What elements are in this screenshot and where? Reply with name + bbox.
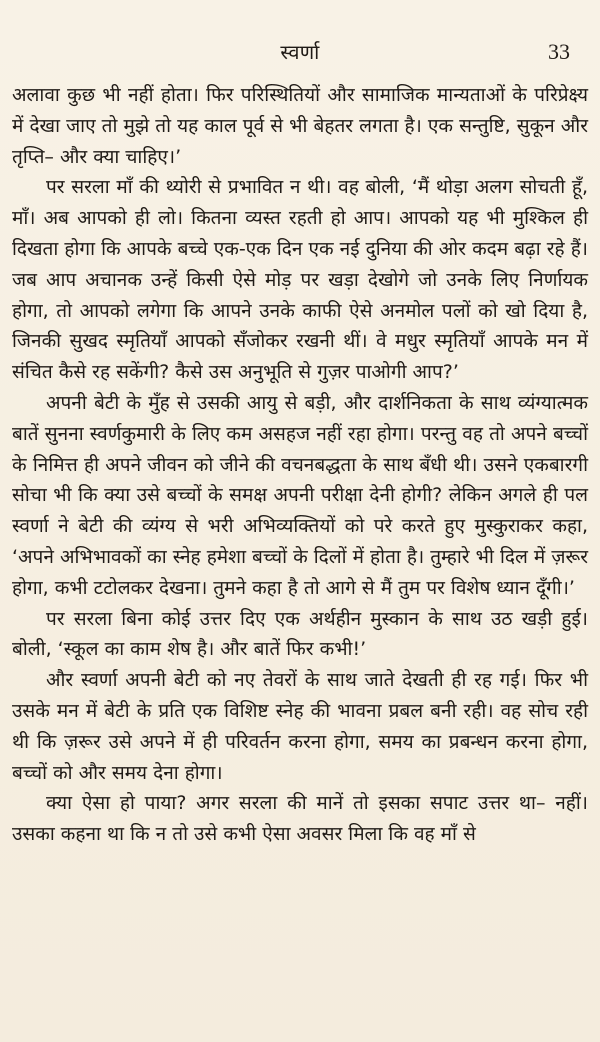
paragraph-6: क्या ऐसा हो पाया? अगर सरला की मानें तो इसका सपाट उत्तर था– नहीं। उसका कहना था कि न तो उसे कभी ऐसा अवसर मिला कि वह माँ से <box>12 792 588 846</box>
page-number: 33 <box>548 39 570 64</box>
body-text <box>12 80 588 850</box>
paragraph-3: अपनी बेटी के मुँह से उसकी आयु से बड़ी, और दार्शनिकता के साथ व्यंग्यात्मक बातें सुनना स्वर्णकुमारी के लिए कम असहज नहीं रहा होगा। परन्तु वह तो अपने बच्चों के निमित्त ही अपने जीवन को जीने की वचनबद्धता के साथ बँधी थी। उसने एकबारगी सोचा भी कि क्या उसे बच्चों के समक्ष अपनी परीक्षा देनी होगी? लेकिन अगले ही पल स्वर्णा ने बेटी की व्यंग्य से भरी अभिव्यक्तियों को परे करते हुए मुस्कुराकर कहा, ‘अपने अभिभावकों का स्नेह हमेशा बच्चों के दिलों में होता है। तुम्हारे भी दिल में ज़रूर होगा, कभी टटोलकर देखना। तुमने कहा है तो आगे से मैं तुम पर विशेष ध्यान दूँगी।’ <box>12 391 588 599</box>
paragraph-2: पर सरला माँ की थ्योरी से प्रभावित न थी। वह बोली, ‘मैं थोड़ा अलग सोचती हूँ, माँ। अब आपको ही लो। कितना व्यस्त रहती हो आप। आपको यह भी मुश्किल ही दिखता होगा कि आपके बच्चे एक-एक दिन एक नई दुनिया की ओर कदम बढ़ा रहे हैं। जब आप अचानक उन्हें किसी ऐसे मोड़ पर खड़ा देखोगे जो उनके लिए निर्णायक होगा, तो आपको लगेगा कि आपने उनके काफी ऐसे अनमोल पलों को खो दिया है, जिनकी सुखद स्मृतियाँ आपको सँजोकर रखनी थीं। वे मधुर स्मृतियाँ आपके मन में संचित कैसे रह सकेंगी? कैसे उस अनुभूति से गुज़र पाओगी आप?’ <box>12 176 588 384</box>
page-header <box>0 40 600 64</box>
paragraph-4: पर सरला बिना कोई उत्तर दिए एक अर्थहीन मुस्कान के साथ उठ खड़ी हुई। बोली, ‘स्कूल का काम शेष है। और बातें फिर कभी!’ <box>12 607 588 661</box>
paragraph-5: और स्वर्णा अपनी बेटी को नए तेवरों के साथ जाते देखती ही रह गई। फिर भी उसके मन में बेटी के प्रति एक विशिष्ट स्नेह की भावना प्रबल बनी रही। वह सोच रही थी कि ज़रूर उसे अपने में ही परिवर्तन करना होगा, समय का प्रबन्धन करना होगा, बच्चों को और समय देना होगा। <box>12 669 588 784</box>
running-head-title: स्वर्णा <box>280 40 320 64</box>
paragraph-1: अलावा कुछ भी नहीं होता। फिर परिस्थितियों और सामाजिक मान्यताओं के परिप्रेक्ष्य में देखा जाए तो मुझे तो यह काल पूर्व से भी बेहतर लगता है। एक सन्तुष्टि, सुकून और तृप्ति– और क्या चाहिए।’ <box>12 84 588 168</box>
